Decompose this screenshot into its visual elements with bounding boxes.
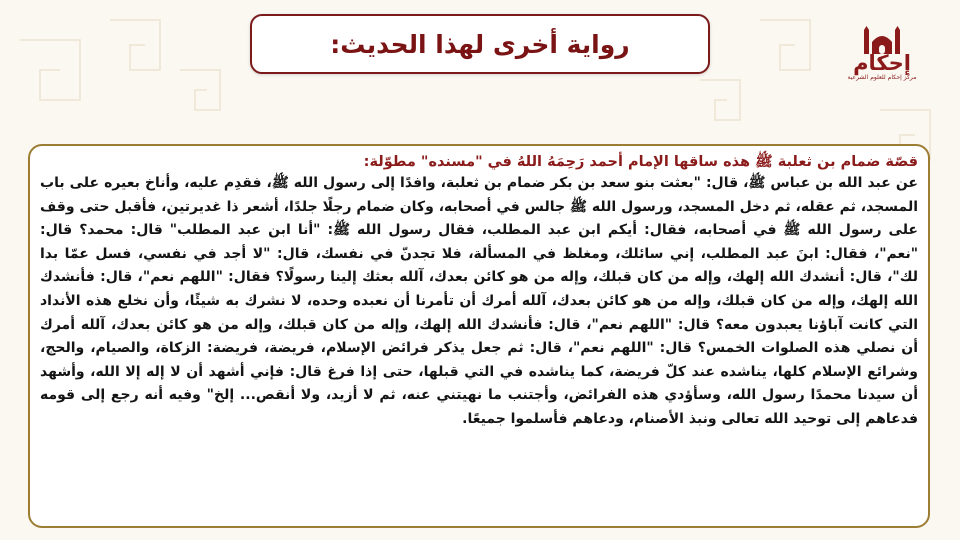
- logo-wordmark: إحكام: [853, 51, 911, 75]
- logo: [846, 26, 918, 92]
- content-heading: قصّة ضمام بن ثعلبة ﷺ هذه ساقها الإمام أحمد رَحِمَهُ اللهُ في "مسنده" مطوّلة:: [363, 154, 918, 170]
- title-banner: [250, 14, 710, 74]
- hadith-text: عن عبد الله بن عباس ﷺ، قال: "بعثت بنو سعد بن بكر ضمام بن ثعلبة، وافدًا إلى رسول الله ﷺ، فقدِم عليه، وأناخ بعيره على باب المسجد، ثم عقله، ثم دخل المسجد، ورسول الله ﷺ جالس في أصحابه، وكان ضمام رجلًا جلدًا، أشعر ذا غديرتين، فأقبل حتى وقف على رسول الله ﷺ في أصحابه، فقال: أيكم ابن عبد المطلب، فقال رسول الله ﷺ: "أنا ابن عبد المطلب" قال: محمد؟ قال: "نعم"، فقال: ابنَ عبد المطلب، إني سائلك، ومغلظ في المسألة، فلا تجدنّ في نفسك، قال: "لا أجد في نفسي، فسل عمّا بدا لك"، قال: أنشدك الله إلهك، وإله من كان قبلك، وإله من هو كائن بعدك، آلله بعثك إلينا رسولًا؟ فقال: "اللهم نعم"، قال: فأنشدك الله إلهك، وإله من كان قبلك، وإله من هو كائن بعدك، آلله أمرك أن تأمرنا أن نعبده وحده، لا نشرك به شيئًا، وأن نخلع هذه الأنداد التي كانت آباؤنا يعبدون معه؟ قال: "اللهم نعم"، قال: فأنشدك الله إلهك، وإله من كان قبلك، وإله من هو كائن بعدك، آلله أمرك أن نصلي هذه الصلوات الخمس؟ قال: "اللهم نعم"، قال: ثم جعل يذكر فرائض الإسلام، فريضة، فريضة: الزكاة، والصيام، والحج، وشرائع الإسلام كلها، يناشده عند كلّ فريضة، كما يناشده في التي قبلها، حتى إذا فرغ قال: فإني أشهد أن لا إله إلا الله، وأشهد أن سيدنا محمدًا رسول الله، وسأؤدي هذه الفرائض، وأجتنب ما نهيتني عنه، ثم لا أزيد، ولا أنقص... إلخ" وفيه أنه رجع إلى قومه فدعاهم إلى توحيد الله تعالى ونبذ الأصنام، ودعاهم فأسلموا جميعًا.: [40, 175, 918, 427]
- logo-subtitle: مركز إحكام للعلوم الشرعية: [847, 74, 917, 81]
- slide-title: رواية أخرى لهذا الحديث:: [330, 29, 630, 59]
- hadith-content-box: [28, 144, 930, 528]
